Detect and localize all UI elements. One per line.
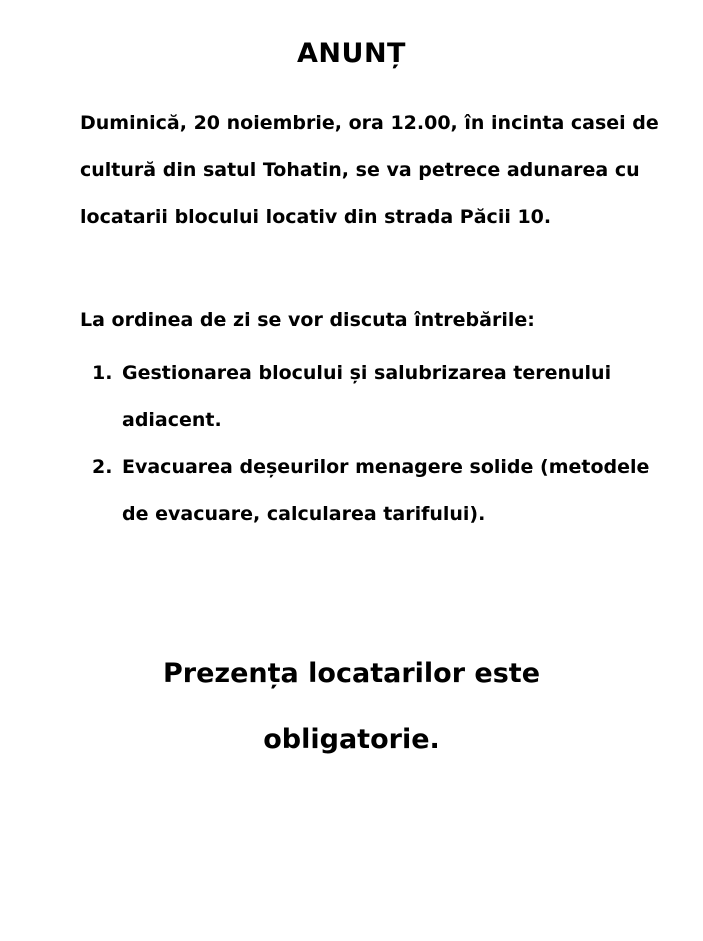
attendance-notice [0,641,703,773]
agenda-item-number: 1. [92,362,113,384]
agenda-list [92,350,652,538]
attendance-notice-line-1: Prezența locatarilor este [162,658,541,689]
agenda-item [92,350,652,444]
attendance-notice-line-2: obligatorie. [263,724,440,755]
announcement-intro: Duminică, 20 noiembrie, ora 12.00, în incinta casei de cultură din satul Tohatin, se va petrece adunarea cu locatarii blocului locativ din strada Păcii 10. [80,112,659,228]
agenda-lead: La ordinea de zi se vor discuta întrebările: [80,309,535,331]
agenda-item-text: Gestionarea blocului și salubrizarea terenului adiacent. [122,362,612,431]
agenda-item [92,444,652,538]
agenda-item-number: 2. [92,456,113,478]
announcement-title: ANUNȚ [297,38,406,69]
agenda-item-text: Evacuarea deșeurilor menagere solide (metodele de evacuare, calcularea tarifului). [122,456,650,525]
